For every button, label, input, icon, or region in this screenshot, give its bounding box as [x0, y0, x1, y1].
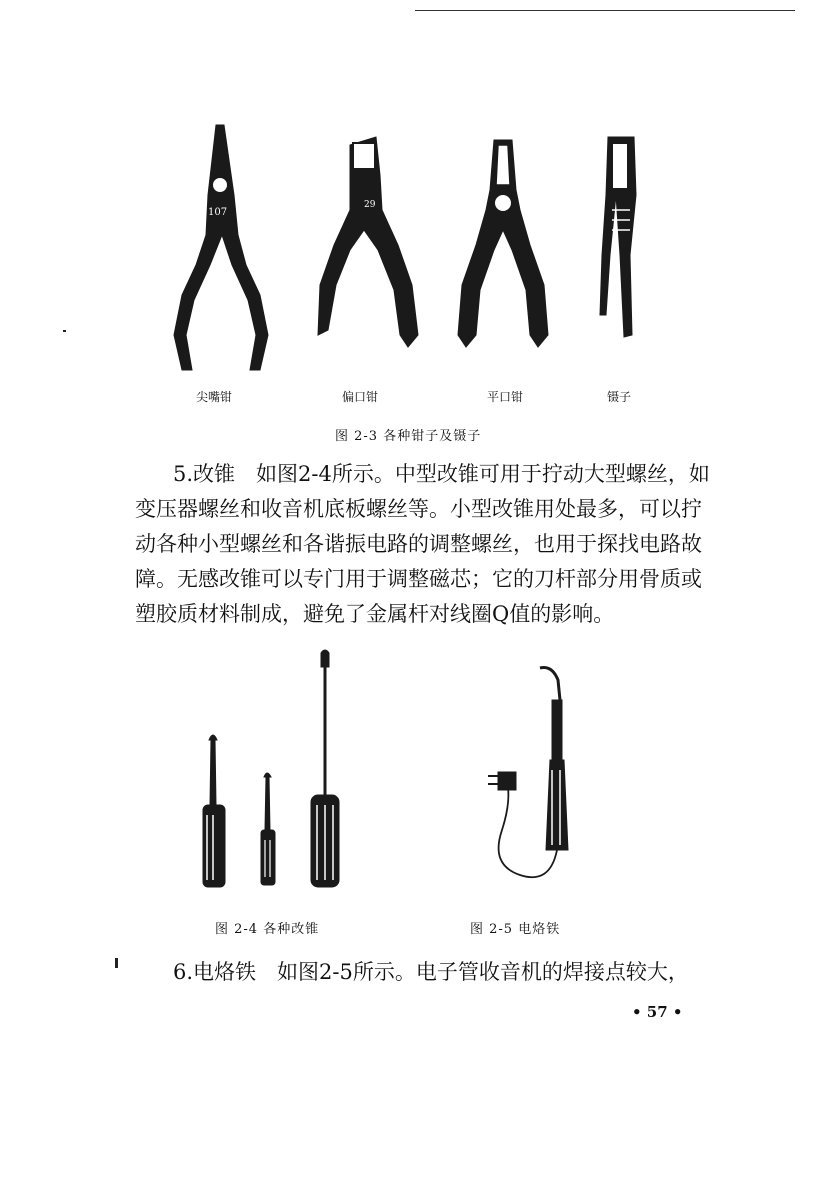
flat-nose-pliers-icon [458, 140, 548, 347]
plug-icon [498, 772, 516, 790]
soldering-iron-icon [488, 668, 568, 878]
paragraph-5-line-2: 变压器螺丝和收音机底板螺丝等。小型改锥用处最多，可以拧 [135, 497, 702, 521]
paragraph-5-line-1: 5.改锥 如图2-4所示。中型改锥可用于拧动大型螺丝，如 [173, 462, 710, 486]
screwdriver-medium-icon [203, 735, 225, 887]
figure-2-4-illustration [185, 645, 375, 895]
label-flat-nose-pliers: 平口钳 [487, 390, 524, 404]
paragraph-5-line-4: 障。无感改锥可以专门用于调整磁芯；它的刀杆部分用骨质或 [135, 567, 702, 591]
label-tweezers: 镊子 [607, 390, 632, 404]
header-rule [415, 10, 795, 11]
paragraph-5 [135, 457, 715, 632]
screwdriver-small-icon [261, 773, 275, 885]
scan-speck [115, 958, 118, 968]
pliers-29-stamp: 29 [364, 200, 376, 210]
figure-2-5-caption: 图 2-5 电烙铁 [470, 922, 561, 937]
needle-nose-pliers-icon [174, 125, 268, 370]
figure-2-5-illustration [480, 660, 590, 890]
figure-2-3-illustration [150, 115, 670, 385]
pliers-107-stamp: 107 [208, 207, 228, 218]
figure-2-4-caption: 图 2-4 各种改锥 [215, 922, 320, 937]
paragraph-5-line-3: 动各种小型螺丝和各谐振电路的调整螺丝，也用于探找电路故 [135, 532, 702, 556]
diagonal-cutters-icon [318, 137, 418, 347]
label-needle-nose-pliers: 尖嘴钳 [196, 390, 233, 404]
paragraph-5-line-5: 塑胶质材料制成，避免了金属杆对线圈Q值的影响。 [135, 602, 615, 626]
label-diagonal-cutters: 偏口钳 [342, 390, 379, 404]
paragraph-6 [135, 955, 715, 990]
screwdriver-large-icon [311, 650, 339, 887]
tweezers-icon [600, 137, 636, 337]
page-number: • 57 • [632, 1003, 683, 1021]
figure-2-3-caption: 图 2-3 各种钳子及镊子 [335, 429, 482, 444]
scan-speck [63, 330, 66, 332]
paragraph-6-line-1: 6.电烙铁 如图2-5所示。电子管收音机的焊接点较大， [173, 960, 689, 984]
